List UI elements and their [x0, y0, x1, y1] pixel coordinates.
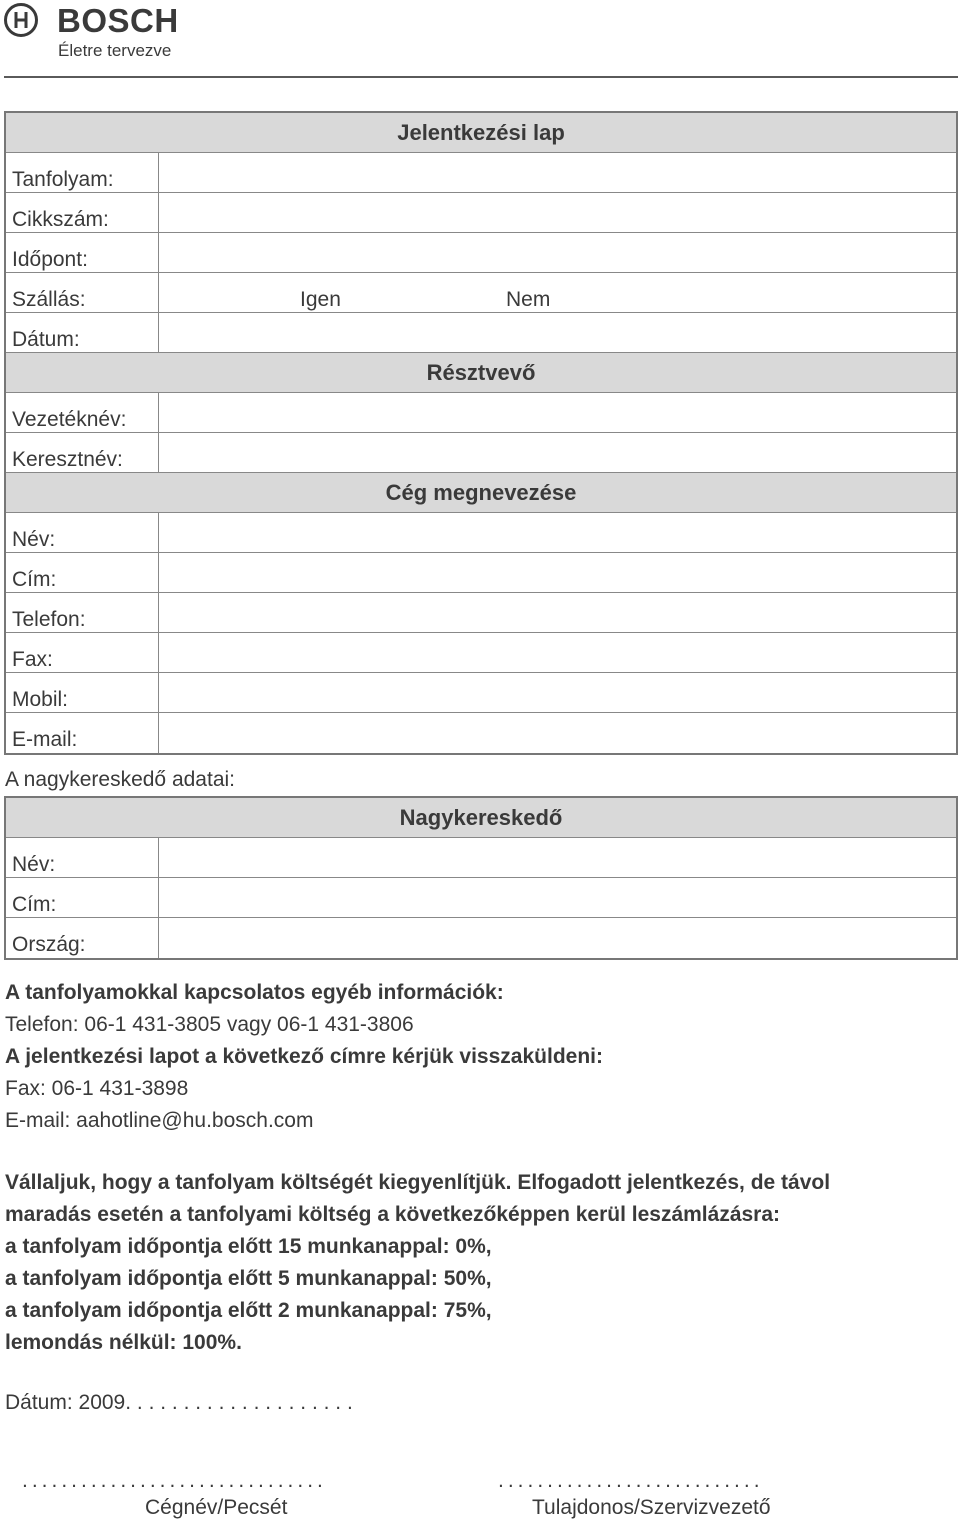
company-phone-row[interactable]	[6, 593, 956, 633]
wholesaler-title: Nagykereskedő	[399, 805, 563, 830]
info-block	[5, 977, 603, 1137]
wholesaler-address-row[interactable]	[6, 878, 956, 918]
participant-title: Résztvevő	[426, 360, 536, 385]
wholesaler-name-row[interactable]	[6, 838, 956, 878]
wholesaler-country-label: Ország:	[12, 933, 86, 956]
company-fax-row[interactable]	[6, 633, 956, 673]
registration-form-table	[4, 111, 958, 755]
wholesaler-country-row[interactable]	[6, 918, 956, 958]
company-phone-label: Telefon:	[12, 608, 86, 631]
lodging-no-option[interactable]: Nem	[506, 288, 551, 311]
form-title-row	[6, 113, 956, 153]
company-mobile-label: Mobil:	[12, 688, 69, 711]
first-name-row[interactable]	[6, 433, 956, 473]
brand-slogan: Életre tervezve	[58, 41, 172, 60]
participant-title-row	[6, 353, 956, 393]
info-phone: Telefon: 06-1 431-3805 vagy 06-1 431-3806	[5, 1013, 414, 1036]
course-label: Tanfolyam:	[12, 168, 114, 191]
company-mobile-row[interactable]	[6, 673, 956, 713]
terms-line: Vállaljuk, hogy a tanfolyam költségét kiegyenlítjük. Elfogadott jelentkezés, de távol	[5, 1171, 831, 1194]
company-email-label: E-mail:	[12, 728, 78, 751]
footer-date-field[interactable]: Dátum: 2009. . . . . . . . . . . . . . . . . . . .	[5, 1391, 353, 1414]
terms-line: a tanfolyam időpontja előtt 5 munkanappal: 50%,	[5, 1267, 492, 1290]
return-heading: A jelentkezési lapot a következő címre kérjük visszaküldeni:	[5, 1045, 603, 1068]
company-title: Cég megnevezése	[385, 480, 577, 505]
info-heading: A tanfolyamokkal kapcsolatos egyéb információk:	[5, 981, 504, 1004]
lodging-row	[6, 273, 956, 313]
terms-line: a tanfolyam időpontja előtt 15 munkanappal: 0%,	[5, 1235, 492, 1258]
first-name-label: Keresztnév:	[12, 448, 123, 471]
form-title: Jelentkezési lap	[397, 120, 565, 145]
company-stamp-line[interactable]: ...............................	[22, 1469, 327, 1492]
company-address-label: Cím:	[12, 568, 57, 591]
company-address-row[interactable]	[6, 553, 956, 593]
wholesaler-name-label: Név:	[12, 853, 56, 876]
schedule-label: Időpont:	[12, 248, 88, 271]
company-fax-label: Fax:	[12, 648, 53, 671]
bosch-logo-icon	[4, 3, 38, 37]
company-stamp-label: Cégnév/Pecsét	[145, 1496, 288, 1519]
last-name-label: Vezetéknév:	[12, 408, 127, 431]
wholesaler-table	[4, 796, 958, 960]
brand-name: BOSCH	[57, 2, 179, 39]
company-name-row[interactable]	[6, 513, 956, 553]
terms-block	[5, 1167, 960, 1359]
schedule-row[interactable]	[6, 233, 956, 273]
item-number-label: Cikkszám:	[12, 208, 109, 231]
header-divider	[4, 76, 958, 78]
wholesaler-address-label: Cím:	[12, 893, 57, 916]
date-label: Dátum:	[12, 328, 80, 351]
company-name-label: Név:	[12, 528, 56, 551]
wholesaler-section-label: A nagykereskedő adatai:	[5, 768, 235, 791]
wholesaler-title-row	[6, 798, 956, 838]
owner-manager-label: Tulajdonos/Szervizvezető	[532, 1496, 771, 1519]
lodging-label: Szállás:	[12, 288, 86, 311]
company-email-row[interactable]	[6, 713, 956, 753]
item-number-row[interactable]	[6, 193, 956, 233]
page-header	[0, 0, 960, 80]
info-email: E-mail: aahotline@hu.bosch.com	[5, 1109, 314, 1132]
lodging-yes-option[interactable]: Igen	[300, 288, 341, 311]
last-name-row[interactable]	[6, 393, 956, 433]
terms-line: lemondás nélkül: 100%.	[5, 1331, 242, 1354]
date-row[interactable]	[6, 313, 956, 353]
company-title-row	[6, 473, 956, 513]
owner-signature-line[interactable]: ...........................	[498, 1469, 764, 1492]
terms-line: a tanfolyam időpontja előtt 2 munkanappal: 75%,	[5, 1299, 492, 1322]
terms-line: maradás esetén a tanfolyami költség a következőképpen kerül leszámlázásra:	[5, 1203, 781, 1226]
course-row[interactable]	[6, 153, 956, 193]
info-fax: Fax: 06-1 431-3898	[5, 1077, 189, 1100]
